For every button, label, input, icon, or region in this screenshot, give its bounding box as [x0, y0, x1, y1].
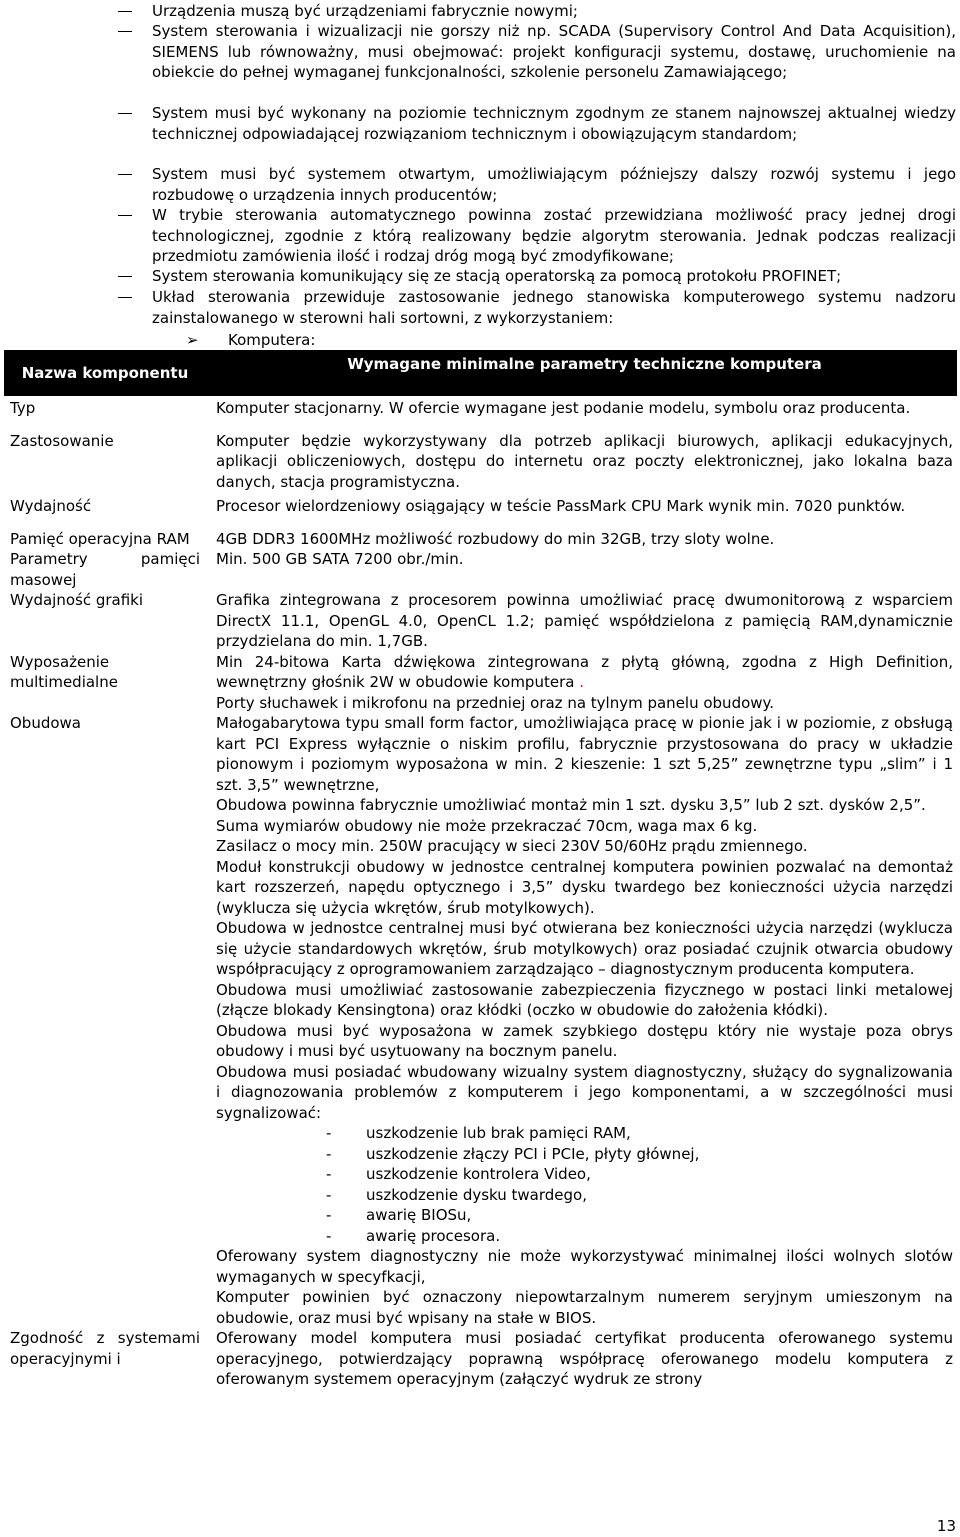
- table-row: [4, 529, 957, 550]
- list-item: - awarię BIOSu,: [326, 1206, 472, 1224]
- sub-bullet-label: Komputera:: [228, 331, 316, 349]
- row-value: Grafika zintegrowana z procesorem powinna umożliwiać pracę dwumonitorową z wsparciem DirectX 11.1, OpenGL 4.0, OpenCL 1.2; pamięć współdzielona z pamięcią RAM,dynamicznie przydzielana do min. 1,7GB.: [216, 591, 953, 650]
- header-component-name: Nazwa komponentu: [4, 350, 208, 396]
- bullet-item: System musi być systemem otwartym, umożliwiającym późniejszy dalszy rozwój systemu i jego rozbudowę o urządzenia innych producentów;: [152, 164, 956, 205]
- row-value: Min. 500 GB SATA 7200 obr./min.: [216, 550, 464, 568]
- row-name: Obudowa: [10, 714, 81, 732]
- list-item: - uszkodzenie dysku twardego,: [326, 1185, 587, 1204]
- dash-bullet-icon: [118, 11, 132, 12]
- list-item: - awarię procesora.: [326, 1226, 501, 1245]
- table-row: [4, 396, 957, 419]
- dash-bullet-icon: [118, 297, 132, 298]
- list-item: - uszkodzenie lub brak pamięci RAM,: [326, 1124, 631, 1142]
- spec-table: [4, 350, 957, 1390]
- table-row: [4, 590, 957, 652]
- table-header: [4, 350, 957, 396]
- bullet-item: System musi być wykonany na poziomie technicznym zgodnym ze stanem najnowszej aktualnej wiedzy technicznej odpowiadającej rozwiązaniom technicznym i obowiązującym standardom;: [152, 103, 956, 144]
- dash-bullet-icon: [118, 276, 132, 277]
- row-value: Oferowany model komputera musi posiadać certyfikat producenta oferowanego systemu operacyjnego, potwierdzający poprawną współpracę oferowanego modelu komputera z oferowanym systemem operacyjnym (załączyć wydruk ze strony: [216, 1329, 953, 1388]
- bullet-item: W trybie sterowania automatycznego powinna zostać przewidziana możliwość pracy jednej drogi technologicznej, zgodnie z którą realizowany będzie algorytm sterowania. Jednak podczas realizacji przedmiotu zamówienia ilość i rodzaj dróg mogą być zmodyfikowane;: [152, 205, 956, 267]
- table-row: [4, 713, 957, 1328]
- row-value: Procesor wielordzeniowy osiągający w teście PassMark CPU Mark wynik min. 7020 punktów.: [216, 497, 906, 515]
- row-value: Małogabarytowa typu small form factor, umożliwiająca pracę w pionie jak i w poziomie, z obsługą kart PCI Express wyłącznie o niskim profilu, fabrycznie przystosowana do pracy w układzie pionowym i poziomym wyposażona w min. 2 kieszenie: 1 szt 5,25” zewnętrzne typu „slim” i 1 szt. 3,5” wewnętrzne, Obudowa powinna fabrycznie umożliwiać montaż min 1 szt. dysku 3,5” lub 2 szt. dysków 2,5”. Suma wymiarów obudowy nie może przekraczać 70cm, waga max 6 kg. Zasilacz o mocy min. 250W pracujący w sieci 230V 50/60Hz prądu zmiennego. Moduł konstrukcji obudowy w jednostce centralnej komputera powinien pozwalać na demontaż kart rozszerzeń, napędu optycznego i 3,5” dysku twardego bez konieczności użycia narzędzi (wyklucza się użycia wkrętów, śrub motylkowych). Obudowa w jednostce centralnej musi być otwierana bez konieczności użycia narzędzi (wyklucza się użycie standardowych wkrętów, śrub motylkowych) oraz posiadać czujnik otwarcia obudowy współpracujący z oprogramowaniem zarządzająco – diagnostycznym producenta komputera. Obudowa musi umożliwiać zastosowanie zabezpieczenia fizycznego w postaci linki metalowej (złącze blokady Kensingtona) oraz kłódki (oczko w obudowie do założenia kłódki). Obudowa musi być wyposażona w zamek szybkiego dostępu który nie wystaje poza obrys obudowy i musi być usytuowany na bocznym panelu. Obudowa musi posiadać wbudowany wizualny system diagnostyczny, służący do sygnalizowania i diagnozowania problemów z komputerem i jego komponentami, a w szczególności musi sygnalizować: - uszkodzenie lub brak pamięci RAM, - uszkodzenie złączy PCI i PCIe, płyty głównej, - uszkodzenie kontrolera Video, - uszkodzenie dysku twardego, - awarię BIOSu, - awarię procesora. Oferowany system diagnostyczny nie może wykorzystywać minimalnej ilości wolnych slotów wymaganych w specyfkacji, Komputer powinien być oznaczony niepowtarzalnym numerem seryjnym umieszonym na obudowie, oraz musi być wpisany na stałe w BIOS.: [216, 714, 953, 1327]
- bullet-item: System sterowania komunikujący się ze stacją operatorską za pomocą protokołu PROFINET;: [152, 266, 956, 287]
- table-row: [4, 1328, 957, 1390]
- row-name: Wyposażenie multimedialne: [10, 652, 118, 691]
- list-item: - uszkodzenie złączy PCI i PCIe, płyty głównej,: [326, 1144, 700, 1163]
- row-value: Min 24-bitowa Karta dźwiękowa zintegrowana z płytą główną, zgodna z High Definition, wewnętrzny głośnik 2W w obudowie komputera . Porty słuchawek i mikrofonu na przedniej oraz na tylnym panelu obudowy.: [216, 652, 953, 712]
- header-requirements: Wymagane minimalne parametry techniczne komputera: [208, 350, 957, 396]
- arrow-bullet-icon: ➢: [186, 331, 199, 349]
- row-name: Parametry pamięci masowej: [10, 550, 200, 589]
- row-value: 4GB DDR3 1600MHz możliwość rozbudowy do min 32GB, trzy sloty wolne.: [216, 529, 775, 548]
- dash-bullet-icon: [118, 174, 132, 175]
- row-name: Pamięć operacyjna RAM: [10, 529, 190, 548]
- table-row: [4, 549, 957, 590]
- row-value: Komputer będzie wykorzystywany dla potrzeb aplikacji biurowych, aplikacji edukacyjnych, aplikacji obliczeniowych, dostępu do internetu oraz poczty elektronicznej, jako lokalna baza danych, stacja programistyczna.: [216, 431, 953, 491]
- row-name: Typ: [10, 399, 36, 417]
- row-name: Wydajność: [10, 497, 92, 515]
- bullet-item: Układ sterowania przewiduje zastosowanie jednego stanowiska komputerowego systemu nadzoru zainstalowanego w sterowni hali sortowni, z wykorzystaniem:: [152, 287, 956, 328]
- dash-bullet-icon: [118, 113, 132, 114]
- row-name: Zgodność z systemami operacyjnymi i: [10, 1329, 200, 1368]
- dash-bullet-icon: [118, 215, 132, 216]
- dash-bullet-icon: [118, 31, 132, 32]
- list-item: - uszkodzenie kontrolera Video,: [326, 1165, 591, 1183]
- row-name: Wydajność grafiki: [10, 591, 144, 609]
- page-number: 13: [936, 1517, 956, 1535]
- table-row: [4, 652, 957, 714]
- table-row: [4, 496, 957, 517]
- bullet-item: System sterowania i wizualizacji nie gorszy niż np. SCADA (Supervisory Control And Data Acquisition), SIEMENS lub równoważny, musi obejmować: projekt konfiguracji systemu, dostawę, uruchomienie na obiekcie do pełnej wymaganej funkcjonalności, szkolenie personelu Zamawiającego;: [152, 21, 956, 83]
- row-value: Komputer stacjonarny. W ofercie wymagane jest podanie modelu, symbolu oraz producenta.: [216, 399, 911, 417]
- bullet-item: Urządzenia muszą być urządzeniami fabrycznie nowymi;: [152, 1, 956, 22]
- table-row: [4, 431, 957, 493]
- row-name: Zastosowanie: [10, 431, 114, 450]
